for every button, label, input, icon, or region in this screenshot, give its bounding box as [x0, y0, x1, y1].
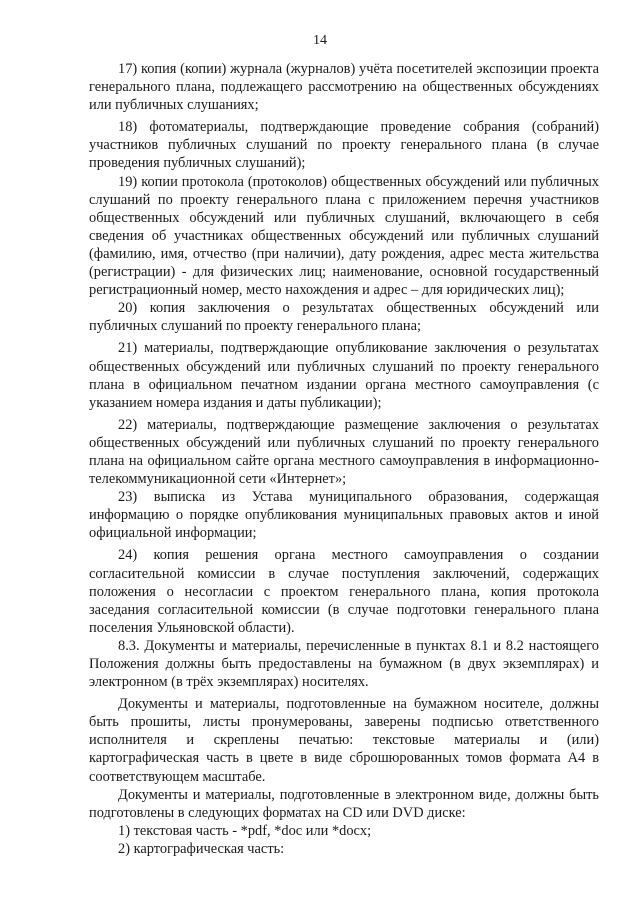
paragraph-electronic-documents: Документы и материалы, подготовленные в электронном виде, должны быть подготовлены в следующих форматах на CD или DVD диске:	[89, 786, 599, 821]
paragraph-item-24: 24) копия решения органа местного самоуправления о создании согласительной комиссии в случае поступления заключений, содержащих положения о несогласии с проектом генерального плана, копия протокола заседания согласительной комиссии (в случае подготовки генерального плана поселения Ульяновской области).	[89, 547, 599, 636]
paragraph-item-17: 17) копия (копии) журнала (журналов) учёта посетителей экспозиции проекта генерального плана, подлежащего рассмотрению на общественных обсуждениях или публичных слушаниях;	[89, 61, 599, 114]
page-number: 14	[313, 33, 327, 48]
paragraph-item-22: 22) материалы, подтверждающие размещение заключения о результатах общественных обсуждений или публичных слушаний по проекту генерального плана на официальном сайте органа местного самоуправления в информационно-телекоммуникационной сети «Интернет»;	[89, 416, 599, 488]
paragraph-item-23: 23) выписка из Устава муниципального образования, содержащая информацию о порядке опубликования муниципальных правовых актов и иной официальной информации;	[89, 489, 599, 542]
paragraph-item-21: 21) материалы, подтверждающие опубликование заключения о результатах общественных обсуждений или публичных слушаний по проекту генерального плана в официальном печатном издании органа местного самоуправления (с указанием номера издания и даты публикации);	[89, 340, 599, 411]
paragraph-paper-documents: Документы и материалы, подготовленные на бумажном носителе, должны быть прошиты, листы пронумерованы, заверены подписью ответственного исполнителя и скреплены печатью: текстовые материалы и (или) картографическая часть в цвете в виде сброшюрованных томов формата А4 в соответствующем масштабе.	[89, 696, 599, 785]
list-item-text-part: 1) текстовая часть - *pdf, *doc или *docx;	[118, 822, 372, 839]
paragraph-item-20: 20) копия заключения о результатах общественных обсуждений или публичных слушаний по проекту генерального плана;	[89, 300, 599, 335]
paragraph-item-18: 18) фотоматериалы, подтверждающие проведение собрания (собраний) участников публичных слушаний по проекту генерального плана (в случае проведения публичных слушаний);	[89, 119, 599, 172]
list-item-cartographic-part: 2) картографическая часть:	[118, 840, 285, 857]
paragraph-section-8-3: 8.3. Документы и материалы, перечисленные в пунктах 8.1 и 8.2 настоящего Положения должны быть предоставлены на бумажном (в двух экземплярах) и электронном (в трёх экземплярах) носителях.	[89, 637, 599, 691]
paragraph-item-19: 19) копии протокола (протоколов) общественных обсуждений или публичных слушаний по проекту генерального плана с приложением перечня участников общественных обсуждений или публичных слушаний, включающего в себя сведения об участниках общественных обсуждений или публичных слушаний (фамилию, имя, отчество (при наличии), дату рождения, адрес места жительства (регистрации) - для физических лиц; наименование, основной государственный регистрационный номер, место нахождения и адрес – для юридических лиц);	[89, 173, 599, 299]
document-body	[89, 60, 599, 858]
